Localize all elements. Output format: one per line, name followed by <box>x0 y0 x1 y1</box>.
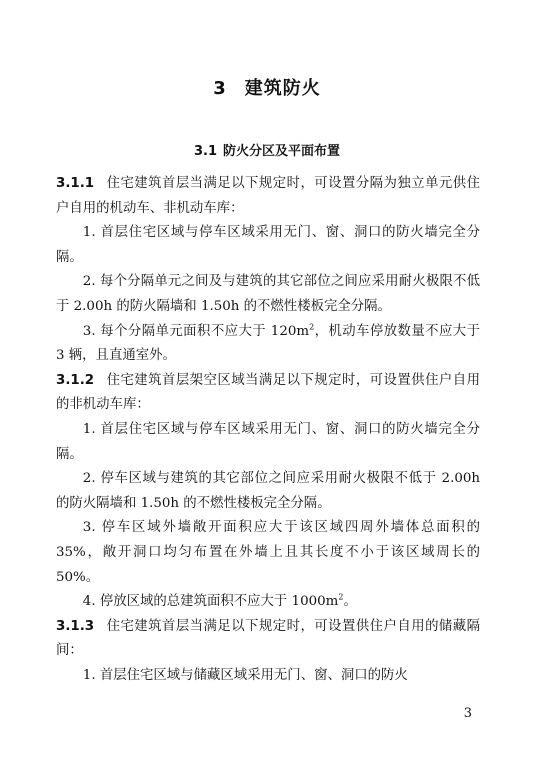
clause-text: 住宅建筑首层当满足以下规定时，可设置分隔为独立单元供住户自用的机动车、非机动车库： <box>56 176 480 216</box>
chapter-title-text: 建筑防火 <box>244 78 321 99</box>
clause-item-text: 3. 每个分隔单元面积不应大于 120m <box>82 323 310 339</box>
clause-item: 3. 停车区域外墙敞开面积应大于该区域四周外墙体总面积的 35%，敞开洞口均匀布置在外墙上且其长度不小于该区域周长的 50%。 <box>56 520 480 585</box>
clause-item <box>56 590 480 615</box>
clause-number: 3.1.3 <box>56 618 95 634</box>
section-title-text: 防火分区及平面布置 <box>223 144 341 159</box>
superscript: 2 <box>309 322 315 332</box>
clause-3-1-3 <box>56 615 480 664</box>
clause-item: 1. 首层住宅区域与储藏区域采用无门、窗、洞口的防火 <box>82 667 408 683</box>
clause-text: 住宅建筑首层架空区域当满足以下规定时，可设置供住户自用的非机动车库： <box>56 372 480 413</box>
clause-item <box>56 320 480 369</box>
clause-number: 3.1.2 <box>56 372 95 388</box>
page-number: 3 <box>463 706 472 721</box>
section-number: 3.1 <box>193 144 217 159</box>
chapter-number: 3 <box>213 78 227 99</box>
clause-item-text: ，机动车停放数量不应大于 3 辆，且直通室外。 <box>56 323 481 364</box>
clause-item: 1. 首层住宅区域与停车区域采用无门、窗、洞口的防火墙完全分隔。 <box>56 225 480 265</box>
clause-item-text: 。 <box>343 594 357 610</box>
clause-item: 2. 每个分隔单元之间及与建筑的其它部位之间应采用耐火极限不低于 2.00h 的防火隔墙和 1.50h 的不燃性楼板完全分隔。 <box>56 274 480 314</box>
superscript: 2 <box>338 592 344 602</box>
body-text <box>56 172 480 688</box>
clause-item: 2. 停车区域与建筑的其它部位之间应采用耐火极限不低于 2.00h 的防火隔墙和 1.50h 的不燃性楼板完全分隔。 <box>56 471 480 511</box>
clause-text: 住宅建筑首层当满足以下规定时，可设置供住户自用的储藏隔间： <box>56 618 480 659</box>
chapter-title <box>0 74 534 100</box>
clause-3-1-2 <box>56 369 480 418</box>
clause-3-1-1 <box>56 172 480 221</box>
clause-number: 3.1.1 <box>56 176 95 191</box>
clause-item: 1. 首层住宅区域与停车区域采用无门、窗、洞口的防火墙完全分隔。 <box>56 421 480 462</box>
clause-item-text: 4. 停放区域的总建筑面积不应大于 1000m <box>82 594 339 610</box>
section-title <box>0 140 534 159</box>
